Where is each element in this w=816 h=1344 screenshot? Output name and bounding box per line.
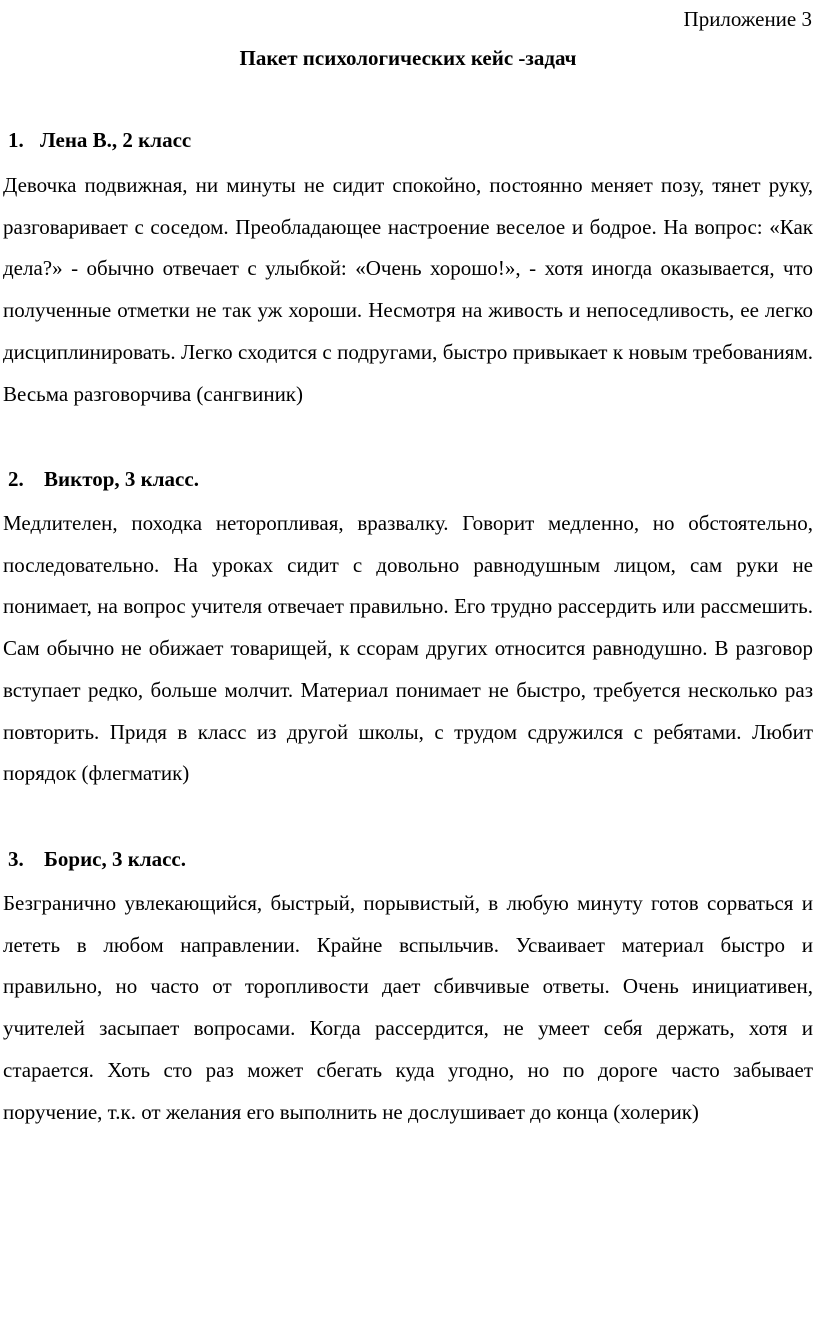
case-3-title: Борис, 3 класс. <box>44 847 187 871</box>
case-1-number: 1. <box>8 128 24 152</box>
document-title: Пакет психологических кейс -задач <box>239 46 577 70</box>
case-2-title: Виктор, 3 класс. <box>44 467 199 491</box>
case-3-text: Безгранично увлекающийся, быстрый, порывистый, в любую минуту готов сорваться и лететь в любом направлении. Крайне вспыльчив. Усваивает материал быстро и правильно, но часто от торопливости дает сбивчивые ответы. Очень инициативен, учителей засыпает вопросами. Когда рассердится, не умеет себя держать, хотя и старается. Хоть сто раз может сбегать куда угодно, но по дороге часто забывает поручение, т.к. от желания его выполнить не дослушивает до конца (холерик) <box>3 891 813 1124</box>
case-1-title: Лена В., 2 класс <box>40 128 192 152</box>
case-2-number: 2. <box>8 467 24 491</box>
case-2-text: Медлителен, походка неторопливая, вразвалку. Говорит медленно, но обстоятельно, последовательно. На уроках сидит с довольно равнодушным лицом, сам руки не понимает, на вопрос учителя отвечает правильно. Его трудно рассердить или рассмешить. Сам обычно не обижает товарищей, к ссорам других относится равнодушно. В разговор вступает редко, больше молчит. Материал понимает не быстро, требуется несколько раз повторить. Придя в класс из другой школы, с трудом сдружился с ребятами. Любит порядок (флегматик) <box>3 511 813 786</box>
case-1-heading <box>8 126 191 154</box>
case-3-number: 3. <box>8 847 24 871</box>
appendix-label: Приложение 3 <box>683 7 812 31</box>
case-2-heading <box>8 465 199 493</box>
case-1-text: Девочка подвижная, ни минуты не сидит спокойно, постоянно меняет позу, тянет руку, разговаривает с соседом. Преобладающее настроение веселое и бодрое. На вопрос: «Как дела?» - обычно отвечает с улыбкой: «Очень хорошо!», - хотя иногда оказывается, что полученные отметки не так уж хороши. Несмотря на живость и непоседливость, ее легко дисциплинировать. Легко сходится с подругами, быстро привыкает к новым требованиям. Весьма разговорчива (сангвиник) <box>3 173 813 406</box>
case-3-heading <box>8 845 186 873</box>
